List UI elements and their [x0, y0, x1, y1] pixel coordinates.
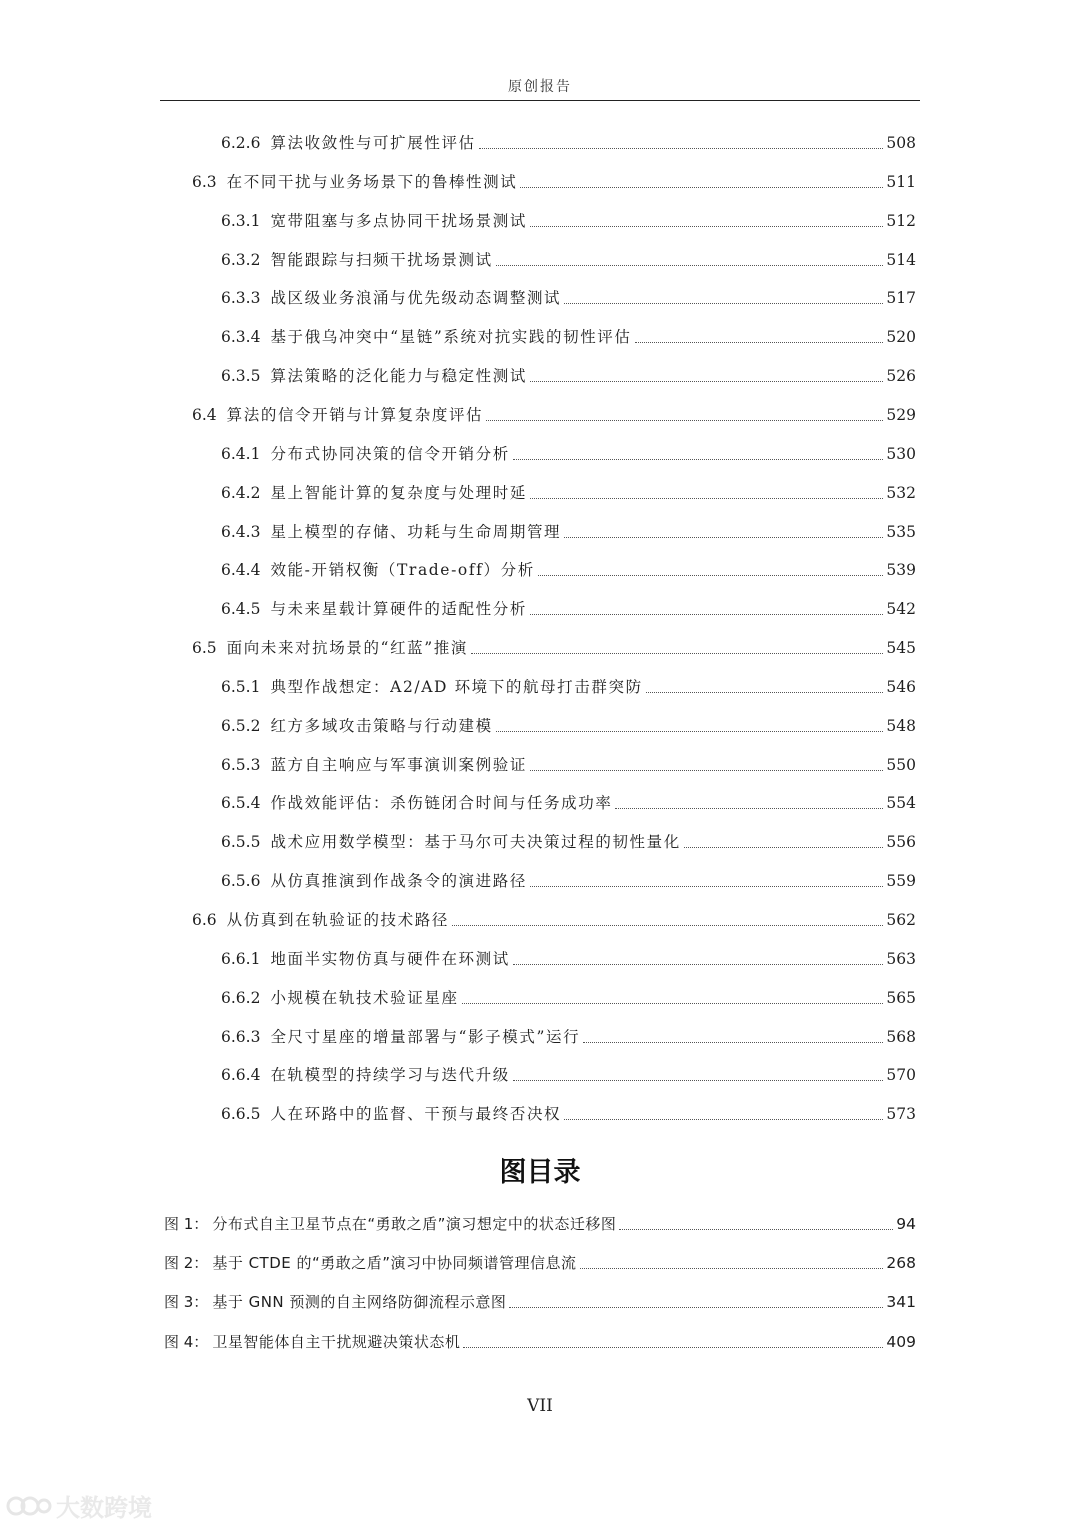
dot-leader — [646, 692, 884, 693]
toc-entry-page: 546 — [886, 677, 916, 696]
toc-entry-number: 6.4.1 — [221, 444, 261, 463]
toc-entry-page: 562 — [886, 911, 916, 929]
toc-entry-title: 在轨模型的持续学习与迭代升级 — [270, 1066, 510, 1085]
toc-entry-page: 565 — [886, 988, 916, 1007]
dot-leader — [530, 381, 883, 382]
dot-leader — [580, 1268, 884, 1269]
dot-leader — [463, 1347, 883, 1348]
toc-entry[interactable] — [221, 326, 916, 348]
watermark — [6, 1488, 152, 1523]
toc-entry[interactable] — [221, 521, 916, 543]
figure-entry-title: 分布式自主卫星节点在“勇敢之盾”演习想定中的状态迁移图 — [212, 1215, 617, 1233]
toc-entry-page: 508 — [886, 134, 916, 152]
toc-entry-number: 6.3.2 — [221, 250, 261, 269]
toc-entry-number: 6.4.4 — [221, 561, 261, 580]
toc-entry-title: 典型作战想定：A2/AD 环境下的航母打击群突防 — [270, 677, 643, 696]
dot-leader — [530, 498, 883, 499]
toc-entry[interactable] — [221, 676, 916, 698]
toc-entry-title: 宽带阻塞与多点协同干扰场景测试 — [270, 211, 527, 230]
toc-entry-title: 与未来星载计算硬件的适配性分析 — [270, 600, 527, 619]
toc-entry-title: 战术应用数学模型：基于马尔可夫决策过程的韧性量化 — [270, 833, 681, 852]
toc-entry-page: 542 — [886, 600, 916, 619]
figure-entry[interactable] — [164, 1252, 916, 1274]
toc-entry-page: 570 — [886, 1066, 916, 1085]
page-number: VII — [527, 1396, 553, 1416]
toc-entry-number: 6.6.4 — [221, 1066, 261, 1085]
toc-entry-title: 效能-开销权衡（Trade-off）分析 — [270, 561, 535, 580]
toc-entry-page: 520 — [886, 328, 916, 347]
toc-entry[interactable] — [221, 249, 916, 271]
toc-entry-page: 573 — [886, 1105, 916, 1124]
figure-entry-title: 卫星智能体自主干扰规避决策状态机 — [212, 1332, 461, 1351]
figure-entry-page: 94 — [896, 1215, 916, 1233]
toc-entry-page: 568 — [886, 1027, 916, 1046]
figure-entry-page: 341 — [886, 1293, 916, 1312]
toc-entry-number: 6.4.2 — [221, 483, 261, 502]
toc-entry[interactable] — [192, 171, 916, 193]
toc-entry-page: 529 — [886, 405, 916, 424]
toc-entry-number: 6.6.2 — [221, 988, 261, 1007]
toc-entry-number: 6.6.5 — [221, 1105, 261, 1124]
toc-entry-title: 基于俄乌冲突中“星链”系统对抗实践的韧性评估 — [270, 328, 632, 347]
dot-leader — [615, 808, 883, 809]
dot-leader — [564, 537, 883, 538]
toc-entry-number: 6.6 — [192, 911, 217, 929]
toc-entry[interactable] — [221, 482, 916, 504]
toc-entry-title: 算法的信令开销与计算复杂度评估 — [226, 405, 484, 424]
toc-entry-number: 6.5.5 — [221, 833, 261, 852]
figure-entry-page: 409 — [886, 1332, 916, 1351]
toc-entry-title: 分布式协同决策的信令开销分析 — [270, 444, 510, 463]
toc-entry-number: 6.5.2 — [221, 716, 261, 735]
dot-leader — [619, 1229, 893, 1230]
toc-entry-number: 6.4.3 — [221, 522, 261, 541]
toc-entry-page: 550 — [886, 755, 916, 774]
toc-entry-page: 556 — [886, 833, 916, 852]
toc-entry-title: 地面半实物仿真与硬件在环测试 — [270, 949, 510, 968]
toc-entry-title: 小规模在轨技术验证星座 — [270, 988, 459, 1007]
dot-leader — [564, 303, 883, 304]
toc-entry-title: 作战效能评估：杀伤链闭合时间与任务成功率 — [270, 794, 613, 813]
toc-entry[interactable] — [221, 132, 916, 154]
toc-entry[interactable] — [192, 909, 916, 931]
toc-entry[interactable] — [192, 404, 916, 426]
toc-entry-page: 511 — [886, 172, 916, 191]
toc-entry[interactable] — [221, 715, 916, 737]
toc-entry[interactable] — [221, 754, 916, 776]
toc-entry-number: 6.5.3 — [221, 755, 261, 774]
toc-entry-title: 人在环路中的监督、干预与最终否决权 — [270, 1105, 562, 1124]
figure-entry[interactable] — [164, 1213, 916, 1235]
toc-entry-title: 在不同干扰与业务场景下的鲁棒性测试 — [226, 172, 518, 191]
figure-entry-title: 基于 CTDE 的“勇敢之盾”演习中协同频谱管理信息流 — [212, 1254, 577, 1273]
toc-entry-page: 539 — [886, 561, 916, 580]
dot-leader — [635, 342, 884, 343]
figure-entry-page: 268 — [886, 1254, 916, 1273]
toc-entry-title: 智能跟踪与扫频干扰场景测试 — [270, 250, 493, 269]
figure-entry-number: 图 1： — [164, 1215, 209, 1233]
toc-entry-page: 545 — [886, 639, 916, 658]
toc-entry[interactable] — [221, 1064, 916, 1086]
toc-entry[interactable] — [192, 637, 916, 659]
dot-leader — [538, 575, 884, 576]
toc-entry-title: 星上模型的存储、功耗与生命周期管理 — [270, 522, 562, 541]
dot-leader — [530, 226, 883, 227]
toc-entry-number: 6.5 — [192, 639, 217, 658]
figure-entry[interactable] — [164, 1331, 916, 1353]
toc-entry[interactable] — [221, 987, 916, 1009]
toc-entry-number: 6.4 — [192, 405, 217, 424]
dot-leader — [452, 925, 883, 926]
toc-entry-number: 6.6.1 — [221, 949, 261, 968]
toc-entry-number: 6.3.3 — [221, 289, 261, 308]
toc-entry-number: 6.3.1 — [221, 211, 261, 230]
toc-entry-title: 全尺寸星座的增量部署与“影子模式”运行 — [270, 1027, 581, 1046]
dot-leader — [496, 731, 884, 732]
dot-leader — [513, 964, 884, 965]
toc-entry[interactable] — [221, 443, 916, 465]
dot-leader — [479, 148, 884, 149]
toc-entry-number: 6.3 — [192, 172, 217, 191]
toc-entry-page: 559 — [886, 872, 916, 891]
toc-entry-title: 算法收敛性与可扩展性评估 — [270, 134, 476, 152]
toc-entry-page: 512 — [886, 211, 916, 230]
toc-entry[interactable] — [221, 1026, 916, 1048]
toc-entry-number: 6.4.5 — [221, 600, 261, 619]
figure-entry-number: 图 3： — [164, 1293, 209, 1312]
toc-entry[interactable] — [221, 1103, 916, 1125]
toc-entry-title: 战区级业务浪涌与优先级动态调整测试 — [270, 289, 562, 308]
brand-logo-icon — [6, 1493, 52, 1519]
toc-entry-title: 算法策略的泛化能力与稳定性测试 — [270, 367, 527, 386]
toc-entry[interactable] — [221, 210, 916, 232]
toc-entry-page: 517 — [886, 289, 916, 308]
toc-entry-title: 蓝方自主响应与军事演训案例验证 — [270, 755, 527, 774]
toc-entry-title: 从仿真到在轨验证的技术路径 — [226, 911, 449, 929]
toc-entry-number: 6.5.4 — [221, 794, 261, 813]
toc-entry-page: 554 — [886, 794, 916, 813]
toc-entry-page: 514 — [886, 250, 916, 269]
dot-leader — [513, 459, 884, 460]
toc-entry-title: 红方多域攻击策略与行动建模 — [270, 716, 493, 735]
toc-entry-page: 535 — [886, 522, 916, 541]
dot-leader — [530, 770, 883, 771]
toc-entry-number: 6.5.1 — [221, 677, 261, 696]
figure-entry-number: 图 2： — [164, 1254, 209, 1273]
toc-entry-page: 563 — [886, 949, 916, 968]
toc-entry-page: 548 — [886, 716, 916, 735]
toc-entry-number: 6.6.3 — [221, 1027, 261, 1046]
toc-entry-number: 6.3.4 — [221, 328, 261, 347]
dot-leader — [564, 1119, 883, 1120]
toc-entry[interactable] — [221, 792, 916, 814]
toc-entry-page: 526 — [886, 367, 916, 386]
dot-leader — [583, 1042, 883, 1043]
toc-entry-page: 530 — [886, 444, 916, 463]
running-header: 原创报告 — [508, 79, 572, 95]
dot-leader — [486, 420, 883, 421]
watermark-text: 大数跨境 — [56, 1494, 152, 1522]
figures-heading: 图目录 — [499, 1157, 581, 1188]
toc-entry-number: 6.5.6 — [221, 872, 261, 891]
toc-entry-page: 532 — [886, 483, 916, 502]
dot-leader — [509, 1307, 883, 1308]
toc-entry[interactable] — [221, 948, 916, 970]
figure-entry-title: 基于 GNN 预测的自主网络防御流程示意图 — [212, 1293, 507, 1312]
toc-entry-title: 从仿真推演到作战条令的演进路径 — [270, 872, 527, 891]
dot-leader — [513, 1080, 884, 1081]
toc-entry-title: 面向未来对抗场景的“红蓝”推演 — [226, 639, 469, 658]
header-rule — [160, 100, 920, 101]
dot-leader — [530, 614, 883, 615]
dot-leader — [462, 1003, 884, 1004]
toc-entry[interactable] — [221, 365, 916, 387]
toc-entry[interactable] — [221, 870, 916, 892]
dot-leader — [471, 653, 883, 654]
toc-entry[interactable] — [221, 287, 916, 309]
figure-entry[interactable] — [164, 1291, 916, 1313]
toc-entry-number: 6.2.6 — [221, 134, 261, 152]
toc-entry[interactable] — [221, 559, 916, 581]
toc-entry[interactable] — [221, 598, 916, 620]
dot-leader — [496, 265, 884, 266]
figure-entry-number: 图 4： — [164, 1332, 209, 1351]
dot-leader — [520, 187, 883, 188]
dot-leader — [684, 847, 884, 848]
toc-entry-title: 星上智能计算的复杂度与处理时延 — [270, 483, 527, 502]
toc-entry-number: 6.3.5 — [221, 367, 261, 386]
toc-entry[interactable] — [221, 831, 916, 853]
dot-leader — [530, 886, 883, 887]
